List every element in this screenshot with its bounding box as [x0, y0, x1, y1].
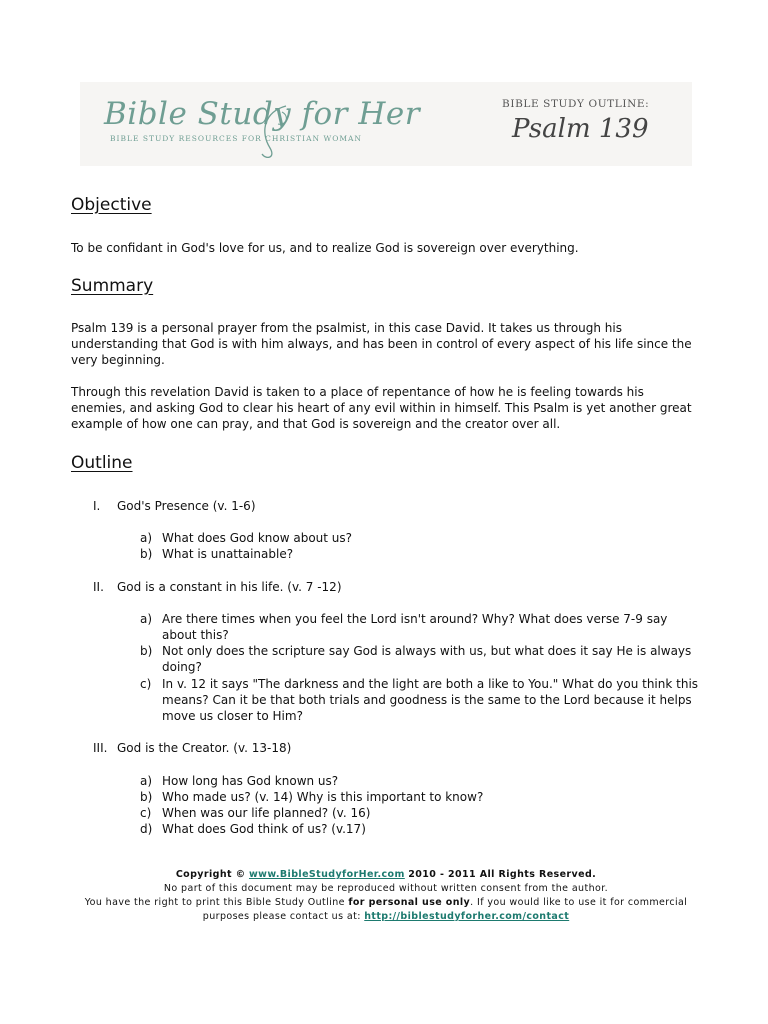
section-title: God is a constant in his life. (v. 7 -12)	[117, 580, 342, 594]
section-title: God is the Creator. (v. 13-18)	[117, 741, 292, 755]
question-text: In v. 12 it says "The darkness and the light are both a like to You." What do you think this means? Can it be that both trials and goodness is the same to the Lord because it helps move us closer to Him?	[162, 677, 699, 724]
question-item	[140, 643, 702, 675]
section-numeral: II.	[93, 580, 104, 594]
question-letter: b)	[140, 547, 153, 561]
question-item	[140, 611, 702, 643]
summary-heading: Summary	[71, 276, 154, 296]
section-numeral: III.	[93, 741, 108, 755]
footer-line-3	[70, 896, 702, 910]
outline-heading: Outline	[71, 453, 133, 473]
logo-tagline: BIBLE STUDY RESOURCES FOR CHRISTIAN WOMAN	[110, 134, 362, 143]
footer-line-1	[70, 868, 702, 882]
question-text: What does God think of us? (v.17)	[162, 822, 366, 836]
outline-section-2	[93, 579, 493, 595]
question-text: What does God know about us?	[162, 531, 353, 545]
footer-line-3-suffix: . If you would like to use it for commercial	[470, 897, 688, 908]
footer-line-4	[70, 910, 702, 924]
outline-title: Psalm 139	[512, 114, 649, 144]
footer-line-4-prefix: purposes please contact us at:	[202, 911, 361, 922]
question-letter: a)	[140, 774, 153, 788]
question-item	[140, 805, 702, 821]
question-item	[140, 530, 702, 546]
outline-section-1	[93, 498, 493, 514]
question-item	[140, 821, 702, 837]
question-item	[140, 546, 702, 562]
contact-link[interactable]: http://biblestudyforher.com/contact	[364, 911, 570, 922]
question-letter: a)	[140, 612, 153, 626]
summary-paragraph-1: Psalm 139 is a personal prayer from the psalmist, in this case David. It takes us through his understanding that God is with him always, and has been in control of every aspect of his life since the very beginning.	[71, 321, 692, 368]
question-letter: a)	[140, 531, 153, 545]
section-title: God's Presence (v. 1-6)	[117, 499, 256, 513]
question-letter: b)	[140, 790, 153, 804]
outline-section-3	[93, 740, 493, 756]
summary-paragraph-2: Through this revelation David is taken to a place of repentance of how he is feeling towards his enemies, and asking God to clear his heart of any evil within in himself. This Psalm is yet another great example of how one can pray, and that God is sovereign and the creator over all.	[71, 385, 692, 432]
question-letter: c)	[140, 806, 152, 820]
footer-line-3-prefix: You have the right to print this Bible Study Outline	[84, 897, 345, 908]
question-text: How long has God known us?	[162, 774, 339, 788]
question-text: Who made us? (v. 14) Why is this important to know?	[162, 790, 484, 804]
question-item	[140, 773, 702, 789]
section-numeral: I.	[93, 499, 101, 513]
site-link[interactable]: www.BibleStudyforHer.com	[248, 869, 405, 880]
footer-line-2: No part of this document may be reproduced without written consent from the author.	[163, 883, 609, 894]
question-item	[140, 676, 702, 724]
question-item	[140, 789, 702, 805]
objective-heading: Objective	[71, 195, 152, 215]
question-text: Not only does the scripture say God is always with us, but what does it say He is always doing?	[162, 644, 692, 675]
header-banner	[80, 82, 692, 166]
logo-title: Bible Study for Her	[104, 96, 421, 132]
question-text: What is unattainable?	[162, 547, 294, 561]
question-letter: c)	[140, 677, 152, 691]
question-letter: d)	[140, 822, 153, 836]
copyright-footer	[70, 868, 702, 924]
site-logo	[104, 96, 444, 158]
copyright-suffix: 2010 - 2011 All Rights Reserved.	[408, 869, 597, 880]
copyright-prefix: Copyright ©	[175, 869, 246, 880]
personal-use-note: for personal use only	[348, 897, 471, 908]
outline-label: BIBLE STUDY OUTLINE:	[502, 98, 650, 110]
question-letter: b)	[140, 644, 153, 658]
objective-text: To be confidant in God's love for us, and to realize God is sovereign over everything.	[71, 241, 579, 255]
question-text: Are there times when you feel the Lord isn't around? Why? What does verse 7-9 say about this?	[162, 612, 668, 643]
question-text: When was our life planned? (v. 16)	[162, 806, 371, 820]
